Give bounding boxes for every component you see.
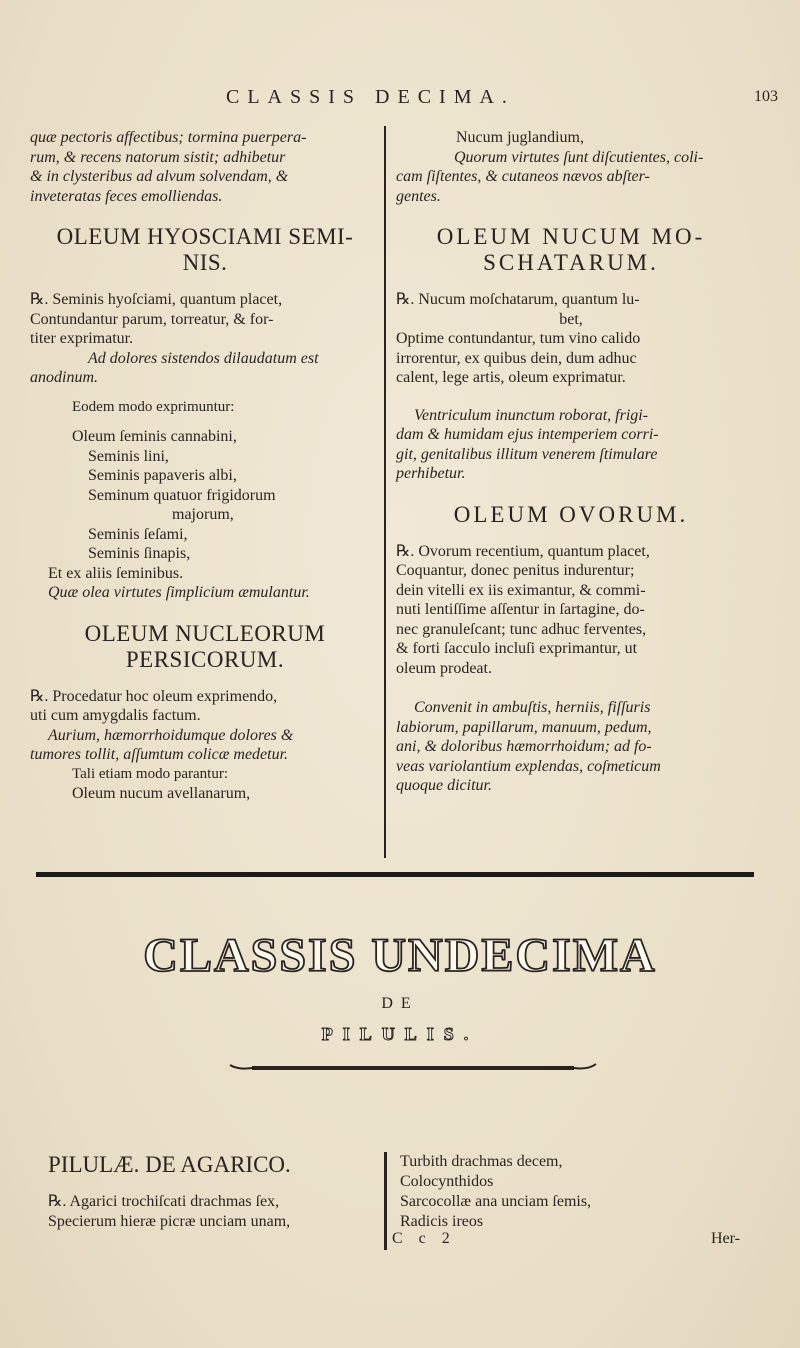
virtue-line: Quorum virtutes ſunt diſcutientes, coli- bbox=[454, 148, 704, 166]
recipe-line: irrorentur, ex quibus dein, dum adhuc bbox=[396, 349, 637, 367]
recipe-line: nuti lentiſſime aſſentur in ſartagine, do- bbox=[396, 601, 645, 618]
heading-oleum-hyosciami: OLEUM HYOSCIAMI SEMI- NIS. bbox=[56, 224, 354, 275]
virtue-line: perhibetur. bbox=[396, 465, 466, 482]
right-column bbox=[396, 128, 746, 796]
recipe-line: ℞. Nucum moſchatarum, quantum lu- bbox=[396, 291, 640, 308]
intro-line: quæ pectoris affectibus; tormina puerpera- bbox=[30, 129, 307, 146]
heading-oleum-nucum: OLEUM NUCUM MO- SCHATARUM. bbox=[436, 224, 706, 275]
recipe-line: Radicis ireos bbox=[400, 1213, 484, 1230]
quae-line: Quæ olea virtutes ſimplicium æmulantur. bbox=[48, 584, 310, 601]
section-title: CLASSIS UNDECIMA bbox=[143, 929, 657, 982]
virtue-line: ani, & doloribus hæmorrhoidum; ad fo- bbox=[396, 738, 652, 755]
column-divider bbox=[384, 1152, 387, 1250]
recipe-line: nec granuleſcant; tunc adhuc ferventes, bbox=[396, 620, 647, 638]
heading-oleum-ovorum: OLEUM OVORUM. bbox=[453, 501, 689, 527]
virtue-line: Ad dolores sistendos dilaudatum est bbox=[88, 349, 319, 367]
list-item: Et ex aliis ſeminibus. bbox=[48, 564, 184, 582]
virtue-line: tumores tollit, aſſumtum colicæ medetur. bbox=[30, 746, 289, 763]
column-divider bbox=[384, 126, 386, 858]
recipe-line: & forti ſacculo incluſi exprimantur, ut bbox=[396, 640, 638, 657]
ornament-rule bbox=[228, 1062, 598, 1072]
list-item: Seminis ſeſami, bbox=[88, 525, 188, 543]
eodem-line: Eodem modo exprimuntur: bbox=[72, 398, 235, 415]
list-item: Seminis papaveris albi, bbox=[88, 467, 237, 484]
intro-line: inveteratas feces emolliendas. bbox=[30, 187, 223, 205]
recipe-line: Specierum hieræ picræ unciam unam, bbox=[48, 1213, 291, 1230]
intro-line: rum, & recens natorum sistit; adhibetur bbox=[30, 148, 286, 166]
section-subtitle: PILULIS. bbox=[321, 1024, 479, 1044]
recipe-line: Optime contundantur, tum vino calido bbox=[396, 330, 641, 347]
list-item: Nucum juglandium, bbox=[456, 129, 584, 146]
virtue-line: git, genitalibus illitum venerem ſtimulare bbox=[396, 445, 658, 463]
left-column bbox=[30, 128, 380, 804]
virtue-line: labiorum, papillarum, manuum, pedum, bbox=[396, 718, 652, 736]
recipe-line: ℞. Agarici trochiſcati drachmas ſex, bbox=[48, 1193, 280, 1210]
virtue-line: dam & humidam ejus intemperiem corri- bbox=[396, 426, 659, 443]
recipe-line: bet, bbox=[559, 310, 583, 328]
virtue-line: Aurium, hæmorrhoidumque dolores & bbox=[48, 726, 294, 744]
bottom-left-column bbox=[48, 1152, 378, 1232]
list-item: Seminum quatuor frigidorum bbox=[88, 486, 276, 504]
running-head: CLASSIS DECIMA. bbox=[226, 86, 515, 108]
recipe-line: dein vitelli ex iis eximantur, & commi- bbox=[396, 581, 646, 599]
list-item: Seminis ſinapis, bbox=[88, 545, 191, 562]
section-rule bbox=[36, 872, 754, 877]
recipe-line: titer exprimatur. bbox=[30, 330, 134, 347]
section-de: DE bbox=[381, 995, 419, 1012]
recipe-line: ℞. Ovorum recentium, quantum placet, bbox=[396, 542, 650, 560]
list-item: Oleum ſeminis cannabini, bbox=[72, 428, 237, 445]
intro-line: & in clysteribus ad alvum solvendam, & bbox=[30, 168, 289, 185]
virtue-line: veas variolantium explendas, coſmeticum bbox=[396, 757, 661, 775]
catchword: Her- bbox=[711, 1230, 740, 1247]
recipe-line: Colocynthidos bbox=[400, 1173, 494, 1190]
recipe-line: Turbith drachmas decem, bbox=[400, 1153, 563, 1170]
virtue-line: cam ſiſtentes, & cutaneos nævos abſter- bbox=[396, 168, 650, 185]
tali-line: Oleum nucum avellanarum, bbox=[72, 785, 251, 802]
signature-mark: C c 2 bbox=[392, 1230, 456, 1247]
virtue-line: anodinum. bbox=[30, 369, 98, 386]
virtue-line: Convenit in ambuſtis, herniis, fiſſuris bbox=[414, 699, 651, 716]
recipe-line: Sarcocollæ ana unciam ſemis, bbox=[400, 1193, 592, 1210]
list-item: majorum, bbox=[172, 506, 234, 523]
recipe-line: oleum prodeat. bbox=[396, 659, 492, 677]
list-item: Seminis lini, bbox=[88, 447, 169, 465]
recipe-line: Contundantur parum, torreatur, & for- bbox=[30, 310, 274, 328]
recipe-line: Coquantur, donec penitus indurentur; bbox=[396, 562, 635, 579]
bottom-right-column bbox=[400, 1152, 750, 1232]
tali-line: Tali etiam modo parantur: bbox=[72, 765, 228, 782]
recipe-line: ℞. Procedatur hoc oleum exprimendo, bbox=[30, 687, 278, 705]
recipe-line: ℞. Seminis hyoſciami, quantum placet, bbox=[30, 291, 283, 308]
recipe-line: uti cum amygdalis factum. bbox=[30, 707, 201, 724]
recipe-line: calent, lege artis, oleum exprimatur. bbox=[396, 369, 626, 386]
page-number: 103 bbox=[754, 88, 778, 105]
heading-oleum-nucleorum: OLEUM NUCLEORUM PERSICORUM. bbox=[84, 620, 326, 672]
heading-pilulae: PILULÆ. DE AGARICO. bbox=[48, 1152, 291, 1177]
virtue-line: gentes. bbox=[396, 187, 441, 205]
virtue-line: Ventriculum inunctum roborat, frigi- bbox=[414, 406, 649, 424]
virtue-line: quoque dicitur. bbox=[396, 777, 492, 794]
